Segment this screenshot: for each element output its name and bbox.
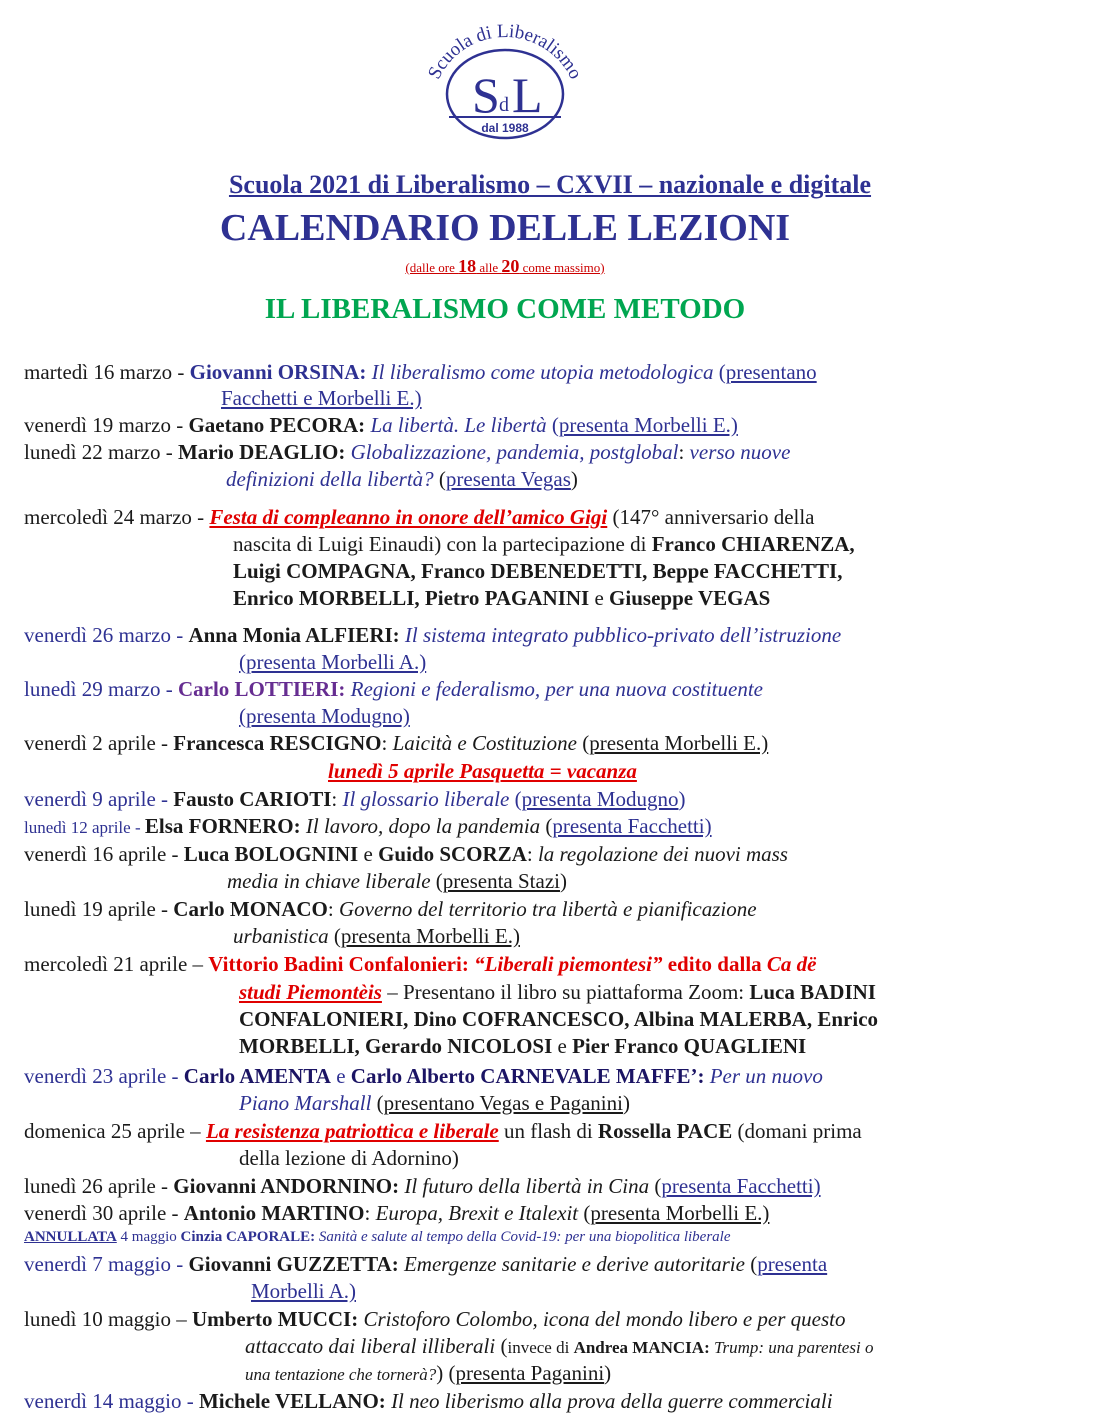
event-24-marzo-line2: nascita di Luigi Einaudi) con la partecipazione di Franco CHIARENZA, — [233, 532, 855, 556]
lesson-29-marzo: lunedì 29 marzo - Carlo LOTTIERI: Regioni e federalismo, per una nuova costituente — [24, 677, 763, 701]
lesson-7-maggio-presenter: Morbelli A.) — [251, 1279, 356, 1303]
lesson-29-marzo-presenter: (presenta Modugno) — [239, 704, 410, 728]
lesson-26-marzo: venerdì 26 marzo - Anna Monia ALFIERI: Il sistema integrato pubblico-privato dell’istruzione — [24, 623, 842, 647]
logo-monogram-d: d — [499, 94, 509, 116]
event-24-marzo: mercoledì 24 marzo - Festa di compleanno in onore dell’amico Gigi (147° anniversario della — [24, 505, 815, 529]
lesson-26-marzo-presenter: (presenta Morbelli A.) — [239, 650, 427, 674]
event-25-aprile: domenica 25 aprile – La resistenza patriottica e liberale un flash di Rossella PACE (domani prima — [24, 1119, 862, 1143]
lesson-12-aprile: lunedì 12 aprile - Elsa FORNERO: Il lavoro, dopo la pandemia (presenta Facchetti) — [24, 814, 712, 838]
lesson-16-aprile: venerdì 16 aprile - Luca BOLOGNINI e Guido SCORZA: la regolazione dei nuovi mass — [24, 842, 788, 866]
lesson-10-maggio: lunedì 10 maggio – Umberto MUCCI: Cristoforo Colombo, icona del mondo libero e per questo — [24, 1307, 846, 1331]
lesson-9-aprile: venerdì 9 aprile - Fausto CARIOTI: Il glossario liberale (presenta Modugno) — [24, 787, 686, 811]
event-21-aprile-line3: CONFALONIERI, Dino COFRANCESCO, Albina MALERBA, Enrico — [239, 1007, 879, 1031]
lesson-22-marzo-cont: definizioni della libertà? (presenta Vegas) — [226, 467, 578, 491]
event-24-marzo-line4: Enrico MORBELLI, Pietro PAGANINI e Giuseppe VEGAS — [233, 586, 771, 610]
holiday-5-aprile: lunedì 5 aprile Pasquetta = vacanza — [328, 759, 637, 783]
lesson-30-aprile: venerdì 30 aprile - Antonio MARTINO: Europa, Brexit e Italexit (presenta Morbelli E.) — [24, 1201, 770, 1225]
lesson-19-aprile-cont: urbanistica (presenta Morbelli E.) — [233, 924, 520, 948]
logo-since: dal 1988 — [481, 121, 529, 135]
lesson-22-marzo: lunedì 22 marzo - Mario DEAGLIO: Globalizzazione, pandemia, postglobal: verso nuove — [24, 440, 791, 464]
lesson-10-maggio-line2: attaccato dai liberal illiberali (invece di Andrea MANCIA: Trump: una parentesi o — [245, 1334, 874, 1358]
lesson-19-marzo: venerdì 19 marzo - Gaetano PECORA: La libertà. Le libertà (presenta Morbelli E.) — [24, 413, 738, 437]
hours-note: (dalle ore 18 alle 20 come massimo) — [405, 256, 605, 276]
event-24-marzo-line3: Luigi COMPAGNA, Franco DEBENEDETTI, Beppe FACCHETTI, — [233, 559, 843, 583]
lesson-23-aprile: venerdì 23 aprile - Carlo AMENTA e Carlo Alberto CARNEVALE MAFFE’: Per un nuovo — [24, 1064, 823, 1088]
lesson-10-maggio-line3: una tentazione che tornerà?) (presenta Paganini) — [245, 1361, 612, 1385]
event-25-aprile-cont: della lezione di Adornino) — [239, 1146, 459, 1170]
lesson-2-aprile: venerdì 2 aprile - Francesca RESCIGNO: Laicità e Costituzione (presenta Morbelli E.) — [24, 731, 769, 755]
lesson-14-maggio: venerdì 14 maggio - Michele VELLANO: Il neo liberismo alla prova della guerre commerciali — [24, 1389, 833, 1413]
calendar-title: CALENDARIO DELLE LEZIONI — [219, 207, 791, 249]
event-21-aprile-line4: MORBELLI, Gerardo NICOLOSI e Pier Franco QUAGLIENI — [239, 1034, 807, 1058]
event-21-aprile: mercoledì 21 aprile – Vittorio Badini Confalonieri: “Liberali piemontesi” edito dalla Ca dë — [24, 952, 817, 976]
cancelled-4-maggio: ANNULLATA 4 maggio Cinzia CAPORALE: Sanità e salute al tempo della Covid-19: per una biopolitica liberale — [24, 1229, 731, 1245]
school-logo — [412, 14, 598, 140]
lesson-16-marzo: martedì 16 marzo - Giovanni ORSINA: Il liberalismo come utopia metodologica (presentano — [24, 360, 817, 384]
logo-monogram-l: L — [512, 67, 543, 123]
lesson-16-aprile-cont: media in chiave liberale (presenta Stazi) — [227, 869, 567, 893]
logo-arc-text: Scuola di Liberalismo — [424, 20, 587, 83]
svg-text:Scuola di Liberalismo — [424, 21, 586, 83]
lesson-16-marzo-presenter: Facchetti e Morbelli E.) — [221, 386, 422, 410]
lesson-23-aprile-cont: Piano Marshall (presentano Vegas e Paganini) — [239, 1091, 630, 1115]
event-21-aprile-line2: studi Piemontèis – Presentano il libro su piattaforma Zoom: Luca BADINI — [239, 980, 876, 1004]
lesson-7-maggio: venerdì 7 maggio - Giovanni GUZZETTA: Emergenze sanitarie e derive autoritarie (presenta — [24, 1252, 828, 1276]
logo-monogram-s: S — [472, 67, 500, 123]
theme-heading: IL LIBERALISMO COME METODO — [264, 293, 746, 325]
lesson-19-aprile: lunedì 19 aprile - Carlo MONACO: Governo del territorio tra libertà e pianificazione — [24, 897, 757, 921]
lesson-26-aprile: lunedì 26 aprile - Giovanni ANDORNINO: Il futuro della libertà in Cina (presenta Facchetti) — [24, 1174, 821, 1198]
course-subtitle: Scuola 2021 di Liberalismo – CXVII – nazionale e digitale — [228, 170, 872, 199]
